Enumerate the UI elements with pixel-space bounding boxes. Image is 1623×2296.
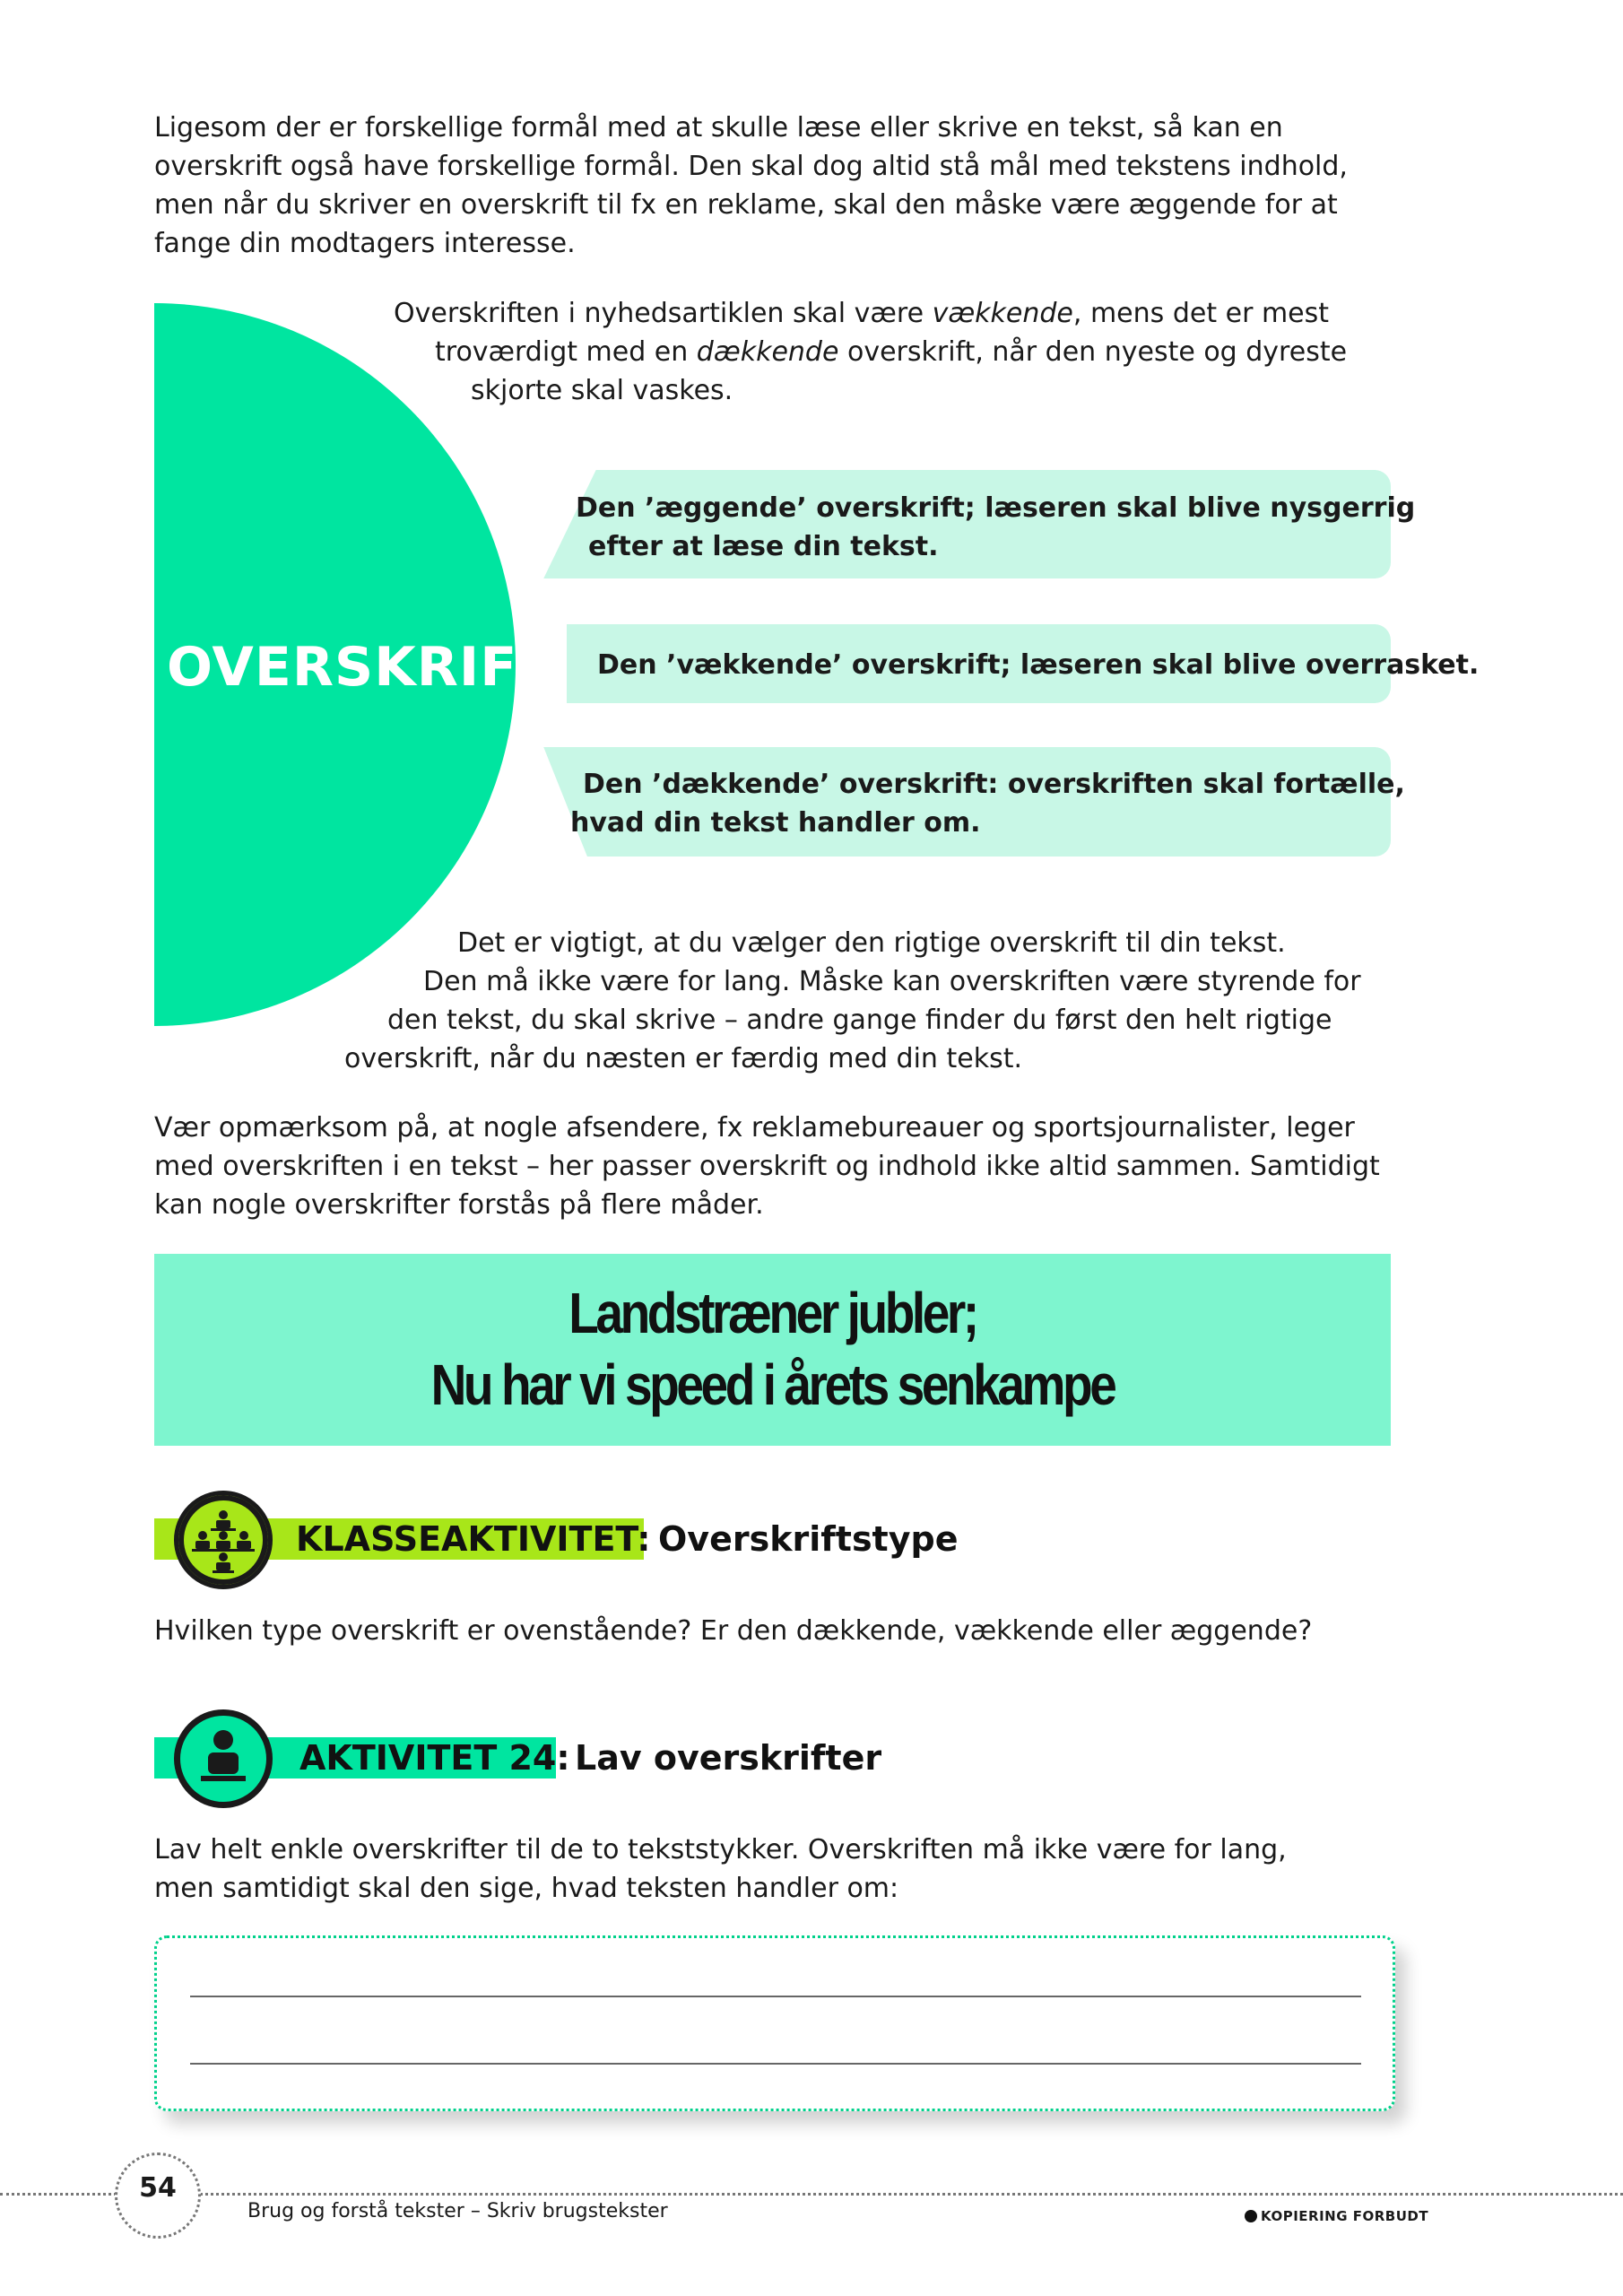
- vaekkende-text: Den ’vækkende’ overskrift; læseren skal blive overrasket.: [597, 649, 1480, 681]
- class-activity-title: Overskriftstype: [658, 1519, 959, 1559]
- lower-para-line-3: den tekst, du skal skrive – andre gange finder du først den helt rigtige: [387, 1004, 1332, 1036]
- answer-box: [154, 1935, 1395, 2111]
- class-activity-question: Hvilken type overskrift er ovenstående? Er den dækkende, vækkende eller æggende?: [154, 1615, 1313, 1647]
- answer-line-1[interactable]: [190, 1996, 1361, 1997]
- lower-para-line-1: Det er vigtigt, at du vælger den rigtige overskrift til din tekst.: [457, 927, 1286, 959]
- example-headline-line-2: Nu har vi speed i årets senkampe: [430, 1352, 1115, 1417]
- daekkende-text-line-2: hvad din tekst handler om.: [570, 807, 981, 839]
- emphasis-vaekkende: vækkende: [932, 298, 1073, 329]
- person-icon: [174, 1709, 273, 1808]
- person-icon-svg: [174, 1709, 273, 1808]
- group-icon: [174, 1491, 273, 1589]
- page-number: 54: [139, 2172, 177, 2204]
- copyright-text: KOPIERING FORBUDT: [1261, 2208, 1429, 2224]
- warning-line: kan nogle overskrifter forstås på flere måder.: [154, 1189, 764, 1221]
- upper-para-line-1: [394, 294, 1329, 333]
- activity24-instructions: [154, 1831, 1287, 1908]
- text-segment: Overskriften i nyhedsartiklen skal være: [394, 298, 933, 329]
- activity24-label: AKTIVITET 24:: [299, 1738, 570, 1778]
- text-segment: troværdigt med en: [435, 336, 697, 368]
- lower-para-line-2: Den må ikke være for lang. Måske kan overskriften være styrende for: [423, 966, 1361, 997]
- activity24-title: Lav overskrifter: [575, 1738, 882, 1778]
- text-segment: , mens det er mest: [1072, 298, 1330, 329]
- copyright-icon: [1245, 2210, 1257, 2222]
- aeggende-text-line-1: Den ’æggende’ overskrift; læseren skal blive nysgerrig: [576, 492, 1416, 524]
- intro-line: overskrift også have forskellige formål. Den skal dog altid stå mål med tekstens indhold,: [154, 151, 1348, 182]
- intro-line: fange din modtagers interesse.: [154, 228, 576, 259]
- group-icon-svg: [178, 1495, 268, 1585]
- instruction-line: Lav helt enkle overskrifter til de to tekststykker. Overskriften må ikke være for lang,: [154, 1834, 1287, 1866]
- overskrift-label: OVERSKRIFT: [167, 636, 556, 699]
- emphasis-daekkende: dækkende: [696, 336, 839, 368]
- book-title: Brug og forstå tekster – Skriv brugstekster: [247, 2200, 668, 2222]
- copyright-notice: [1245, 2208, 1428, 2224]
- upper-para-line-3: skjorte skal vaskes.: [471, 375, 733, 406]
- class-activity-label: KLASSEAKTIVITET:: [296, 1519, 651, 1559]
- daekkende-text-line-1: Den ’dækkende’ overskrift: overskriften skal fortælle,: [583, 769, 1405, 800]
- warning-line: Vær opmærksom på, at nogle afsendere, fx reklamebureauer og sportsjournalister, leger: [154, 1112, 1355, 1144]
- lower-para-line-4: overskrift, når du næsten er færdig med din tekst.: [344, 1043, 1022, 1074]
- warning-line: med overskriften i en tekst – her passer overskrift og indhold ikke altid sammen. Samtidigt: [154, 1151, 1380, 1182]
- intro-paragraph: [154, 109, 1348, 263]
- instruction-line: men samtidigt skal den sige, hvad teksten handler om:: [154, 1873, 899, 1904]
- warning-paragraph: [154, 1109, 1380, 1224]
- intro-line: Ligesom der er forskellige formål med at skulle læse eller skrive en tekst, så kan en: [154, 112, 1283, 144]
- example-headline-line-1: Landstræner jubler;: [568, 1281, 976, 1345]
- answer-line-2[interactable]: [190, 2063, 1361, 2065]
- upper-para-line-2: [435, 333, 1347, 371]
- intro-line: men når du skriver en overskrift til fx en reklame, skal den måske være æggende for at: [154, 189, 1338, 221]
- text-segment: overskrift, når den nyeste og dyreste: [838, 336, 1348, 368]
- footer-divider: [0, 2193, 1623, 2196]
- aeggende-text-line-2: efter at læse din tekst.: [588, 531, 939, 562]
